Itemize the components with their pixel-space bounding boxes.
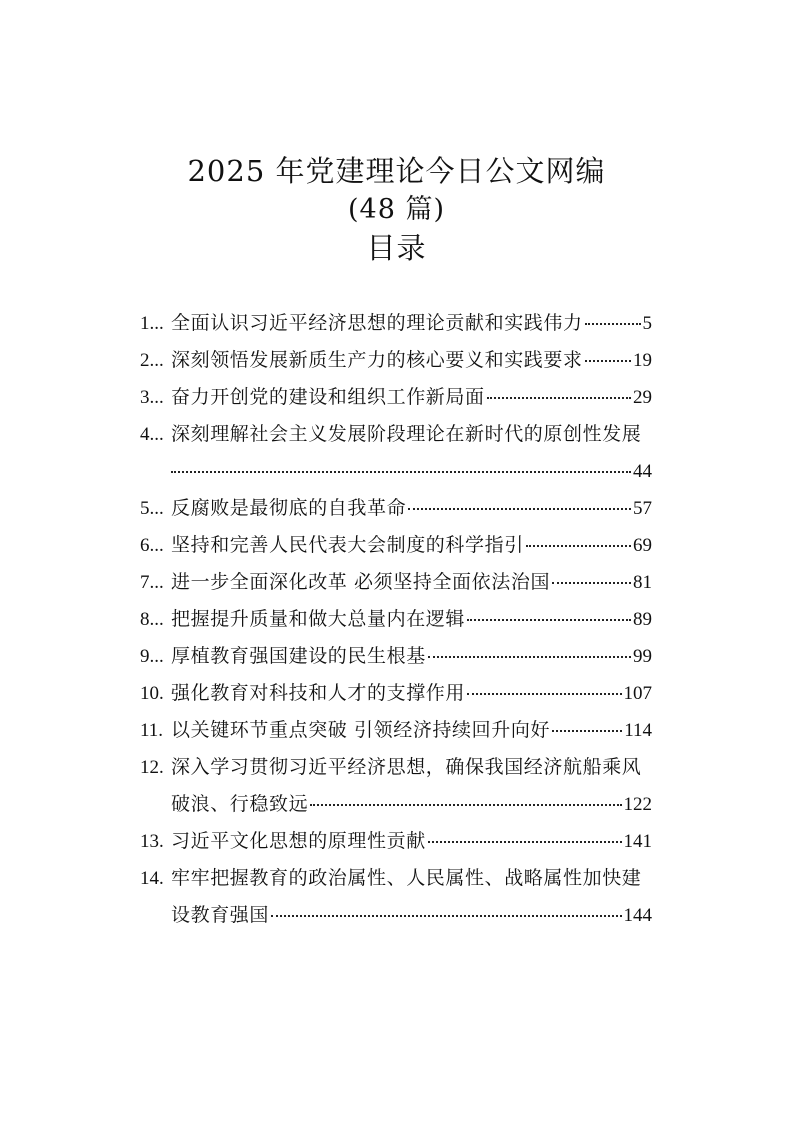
toc-page-number: 141 xyxy=(623,831,652,852)
toc-page-number: 81 xyxy=(633,572,652,593)
toc-leader xyxy=(428,827,622,843)
toc-leader xyxy=(271,901,621,917)
toc-text: 反腐败是最彻底的自我革命 xyxy=(171,497,407,519)
toc-entry-8[interactable] xyxy=(140,601,652,638)
toc-text: 进一步全面深化改革 必须坚持全面依法治国 xyxy=(171,571,551,593)
toc-number: 9... xyxy=(140,646,164,667)
toc-leader xyxy=(428,642,631,658)
toc-number: 1... xyxy=(140,313,164,334)
toc-leader xyxy=(487,383,631,399)
title-count: (48 篇) xyxy=(347,194,445,225)
toc-text: 牢牢把握教育的政治属性、人民属性、战略属性加快建 xyxy=(171,867,642,889)
toc-entry-4-continued[interactable] xyxy=(140,453,652,490)
toc-text: 以关键环节重点突破 引领经济持续回升向好 xyxy=(171,719,551,741)
toc-leader xyxy=(408,494,631,510)
toc-entry-4[interactable] xyxy=(140,416,652,453)
toc-entry-10[interactable] xyxy=(140,675,652,712)
toc-entry-11[interactable] xyxy=(140,712,652,749)
toc-leader xyxy=(552,716,622,732)
toc-entry-13[interactable] xyxy=(140,823,652,860)
toc-page-number: 114 xyxy=(624,720,652,741)
toc-entry-3[interactable] xyxy=(140,379,652,416)
toc-leader xyxy=(310,790,621,806)
toc-page-number: 69 xyxy=(633,535,652,556)
toc-leader xyxy=(171,457,631,473)
toc-entry-12[interactable] xyxy=(140,749,652,786)
table-of-contents xyxy=(140,305,652,934)
toc-entry-1[interactable] xyxy=(140,305,652,342)
toc-number: 10. xyxy=(140,683,164,704)
toc-number: 12. xyxy=(140,757,164,778)
toc-page-number: 44 xyxy=(633,461,652,482)
toc-entry-12-continued[interactable] xyxy=(140,786,652,823)
toc-entry-14-continued[interactable] xyxy=(140,897,652,934)
toc-leader xyxy=(526,531,631,547)
toc-page-number: 122 xyxy=(623,794,652,815)
toc-page-number: 5 xyxy=(642,313,652,334)
toc-leader xyxy=(467,605,631,621)
toc-page-number: 29 xyxy=(633,387,652,408)
toc-number: 7... xyxy=(140,572,164,593)
toc-text: 深入学习贯彻习近平经济思想，确保我国经济航船乘风 xyxy=(171,756,642,778)
toc-entry-7[interactable] xyxy=(140,564,652,601)
toc-text: 奋力开创党的建设和组织工作新局面 xyxy=(171,386,485,408)
toc-leader xyxy=(585,346,631,362)
toc-number: 14. xyxy=(140,868,164,889)
toc-page-number: 99 xyxy=(633,646,652,667)
document-title xyxy=(0,150,793,268)
toc-text: 全面认识习近平经济思想的理论贡献和实践伟力 xyxy=(171,312,583,334)
toc-entry-6[interactable] xyxy=(140,527,652,564)
toc-text: 坚持和完善人民代表大会制度的科学指引 xyxy=(171,534,524,556)
toc-number: 3... xyxy=(140,387,164,408)
toc-entry-14[interactable] xyxy=(140,860,652,897)
toc-number: 6... xyxy=(140,535,164,556)
toc-leader xyxy=(552,568,631,584)
toc-text: 厚植教育强国建设的民生根基 xyxy=(171,645,426,667)
toc-text: 深刻领悟发展新质生产力的核心要义和实践要求 xyxy=(171,349,583,371)
toc-text: 深刻理解社会主义发展阶段理论在新时代的原创性发展 xyxy=(171,423,642,445)
toc-entry-2[interactable] xyxy=(140,342,652,379)
toc-entry-5[interactable] xyxy=(140,490,652,527)
toc-text: 把握提升质量和做大总量内在逻辑 xyxy=(171,608,466,630)
toc-number: 5... xyxy=(140,498,164,519)
toc-page-number: 107 xyxy=(623,683,652,704)
toc-leader xyxy=(467,679,621,695)
toc-number: 8... xyxy=(140,609,164,630)
toc-page-number: 19 xyxy=(633,350,652,371)
toc-entry-9[interactable] xyxy=(140,638,652,675)
title-main: 2025 年党建理论今日公文网编 xyxy=(187,154,606,188)
toc-page-number: 57 xyxy=(633,498,652,519)
toc-number: 2... xyxy=(140,350,164,371)
toc-page-number: 144 xyxy=(623,905,652,926)
toc-page-number: 89 xyxy=(633,609,652,630)
toc-leader xyxy=(585,309,641,325)
toc-number: 4... xyxy=(140,424,164,445)
toc-text-continued: 破浪、行稳致远 xyxy=(171,793,309,815)
toc-text: 习近平文化思想的原理性贡献 xyxy=(171,830,426,852)
toc-text-continued: 设教育强国 xyxy=(171,904,270,926)
toc-number: 11. xyxy=(140,720,164,741)
toc-number: 13. xyxy=(140,831,164,852)
toc-text: 强化教育对科技和人才的支撑作用 xyxy=(171,682,466,704)
toc-heading: 目录 xyxy=(366,231,427,265)
